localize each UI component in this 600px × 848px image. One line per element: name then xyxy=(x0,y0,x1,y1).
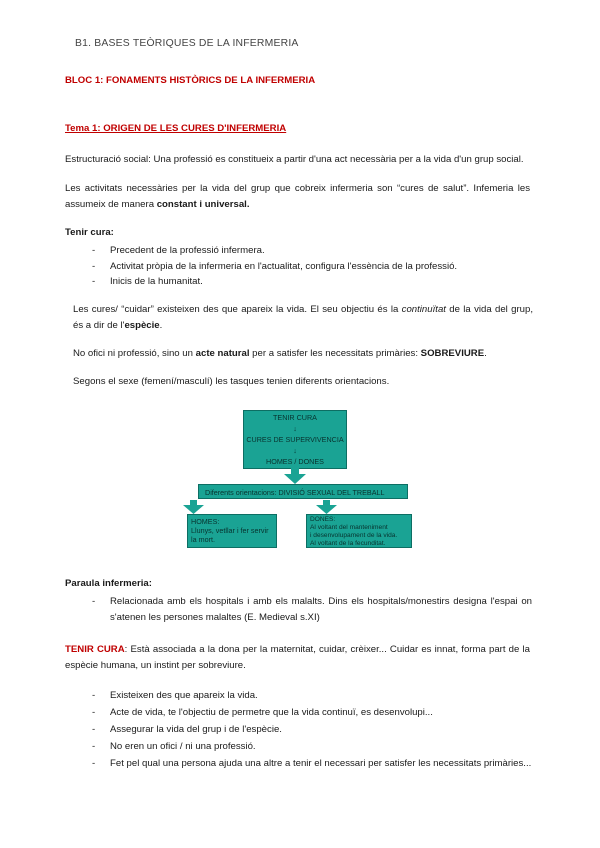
diagram-arrow-glyph: ↓ xyxy=(293,424,297,433)
cures-italic: continuïtat xyxy=(401,304,446,315)
paragraph-tenir-cura xyxy=(65,642,530,674)
final-list xyxy=(92,687,542,772)
tenir-cura-red-label: TENIR CURA xyxy=(65,644,125,655)
bloc-title: BLOC 1: FONAMENTS HISTÒRICS DE LA INFERMERIA xyxy=(65,75,316,86)
diagram-line: la mort. xyxy=(191,535,215,544)
tenir-cura-text: : Està associada a la dona per la maternitat, cuidar, crèixer... Cuidar es innat, forma part de la espècie humana, un instint per sobreviure. xyxy=(65,644,530,671)
paragraph-cures xyxy=(73,302,533,334)
paraula-date: (E. Medieval s.XI) xyxy=(244,612,320,623)
diagram-line: HOMES / DONES xyxy=(266,457,324,466)
down-arrow-icon xyxy=(284,474,306,484)
ofici-text-1: No ofici ni professió, sino un xyxy=(73,348,196,359)
list-item: - Acte de vida, te l'objectiu de permetre que la vida continuï, es desenvolupi... xyxy=(92,704,542,721)
diagram-line: Al voltant del manteniment xyxy=(310,524,388,531)
ofici-text-2: per a satisfer les necessitats primàries: xyxy=(249,348,421,359)
diagram-box-homes xyxy=(187,514,277,548)
paragraph-ofici xyxy=(73,346,533,362)
diagram-line: TENIR CURA xyxy=(273,413,317,422)
paragraph-structure: Estructuració social: Una professió es constitueix a partir d'una act necessària per a la vida d'un grup social. xyxy=(65,154,524,165)
diagram-line: Al voltant de la fecunditat. xyxy=(310,540,386,547)
list-item: - No eren un ofici / ni una professió. xyxy=(92,738,542,755)
diagram-box-orientacions: Diferents orientacions: DIVISIÓ SEXUAL DEL TREBALL xyxy=(198,484,408,499)
tenir-cura-list xyxy=(92,243,532,290)
diagram-line: DONES: xyxy=(310,516,336,523)
tema-title: Tema 1: ORIGEN DE LES CURES D'INFERMERIA xyxy=(65,123,287,134)
activities-bold: constant i universal. xyxy=(156,199,250,210)
list-item: - Existeixen des que apareix la vida. xyxy=(92,687,542,704)
list-item: - Fet pel qual una persona ajuda una altre a tenir el necessari per satisfer les necessitats primàries... xyxy=(92,755,542,772)
ofici-bold-1: acte natural xyxy=(195,348,250,359)
diagram-line: i desenvolupament de la vida. xyxy=(310,532,398,539)
list-item: - Inicis de la humanitat. xyxy=(92,274,532,290)
paraula-text: Relacionada amb els hospitals i amb els malalts. Dins els hospitals/monestirs designa l'espai on s'atenen les persones malaltes xyxy=(110,596,532,623)
activities-text: Les activitats necessàries per la vida del grup que cobreix infermeria son “cures de salut”. Infemeria les assumeix de manera xyxy=(65,183,530,210)
down-arrow-icon xyxy=(183,505,204,514)
diagram-line: CURES DE SUPERVIVENCIA xyxy=(246,435,344,444)
paragraph-sexe: Segons el sexe (femení/masculí) les tasques tenien diferents orientacions. xyxy=(73,376,390,387)
paraula-label: Paraula infermeria: xyxy=(65,578,152,589)
paraula-list xyxy=(92,594,532,626)
cures-text-3: . xyxy=(159,320,163,331)
connector-stem xyxy=(291,466,299,474)
diagram-box-dones xyxy=(306,514,412,548)
tenir-cura-label: Tenir cura: xyxy=(65,227,114,238)
cures-text-1: Les cures/ “cuidar” existeixen des que apareix la vida. El seu objectiu és la xyxy=(73,304,402,315)
cures-bold: espècie xyxy=(124,320,160,331)
diagram-arrow-glyph: ↓ xyxy=(293,446,297,455)
paragraph-activities xyxy=(65,181,530,213)
ofici-bold-2: SOBREVIURE xyxy=(420,348,485,359)
page-header: B1. BASES TEÒRIQUES DE LA INFERMERIA xyxy=(75,38,299,49)
list-item: - Precedent de la professió infermera. xyxy=(92,243,532,259)
diagram-line: HOMES: xyxy=(191,517,220,526)
list-item: - Assegurar la vida del grup i de l'espècie. xyxy=(92,721,542,738)
down-arrow-icon xyxy=(316,505,337,514)
cures-text-2: de la vida del grup, és a dir de l' xyxy=(73,304,533,331)
diagram-box-tenir-cura xyxy=(243,410,347,469)
list-item xyxy=(92,594,532,626)
diagram-line: Llunys, vetllar i fer servir xyxy=(191,526,269,535)
list-item: - Activitat pròpia de la infermeria en l'actualitat, configura l'essència de la professió. xyxy=(92,259,532,275)
ofici-text-3: . xyxy=(484,348,487,359)
